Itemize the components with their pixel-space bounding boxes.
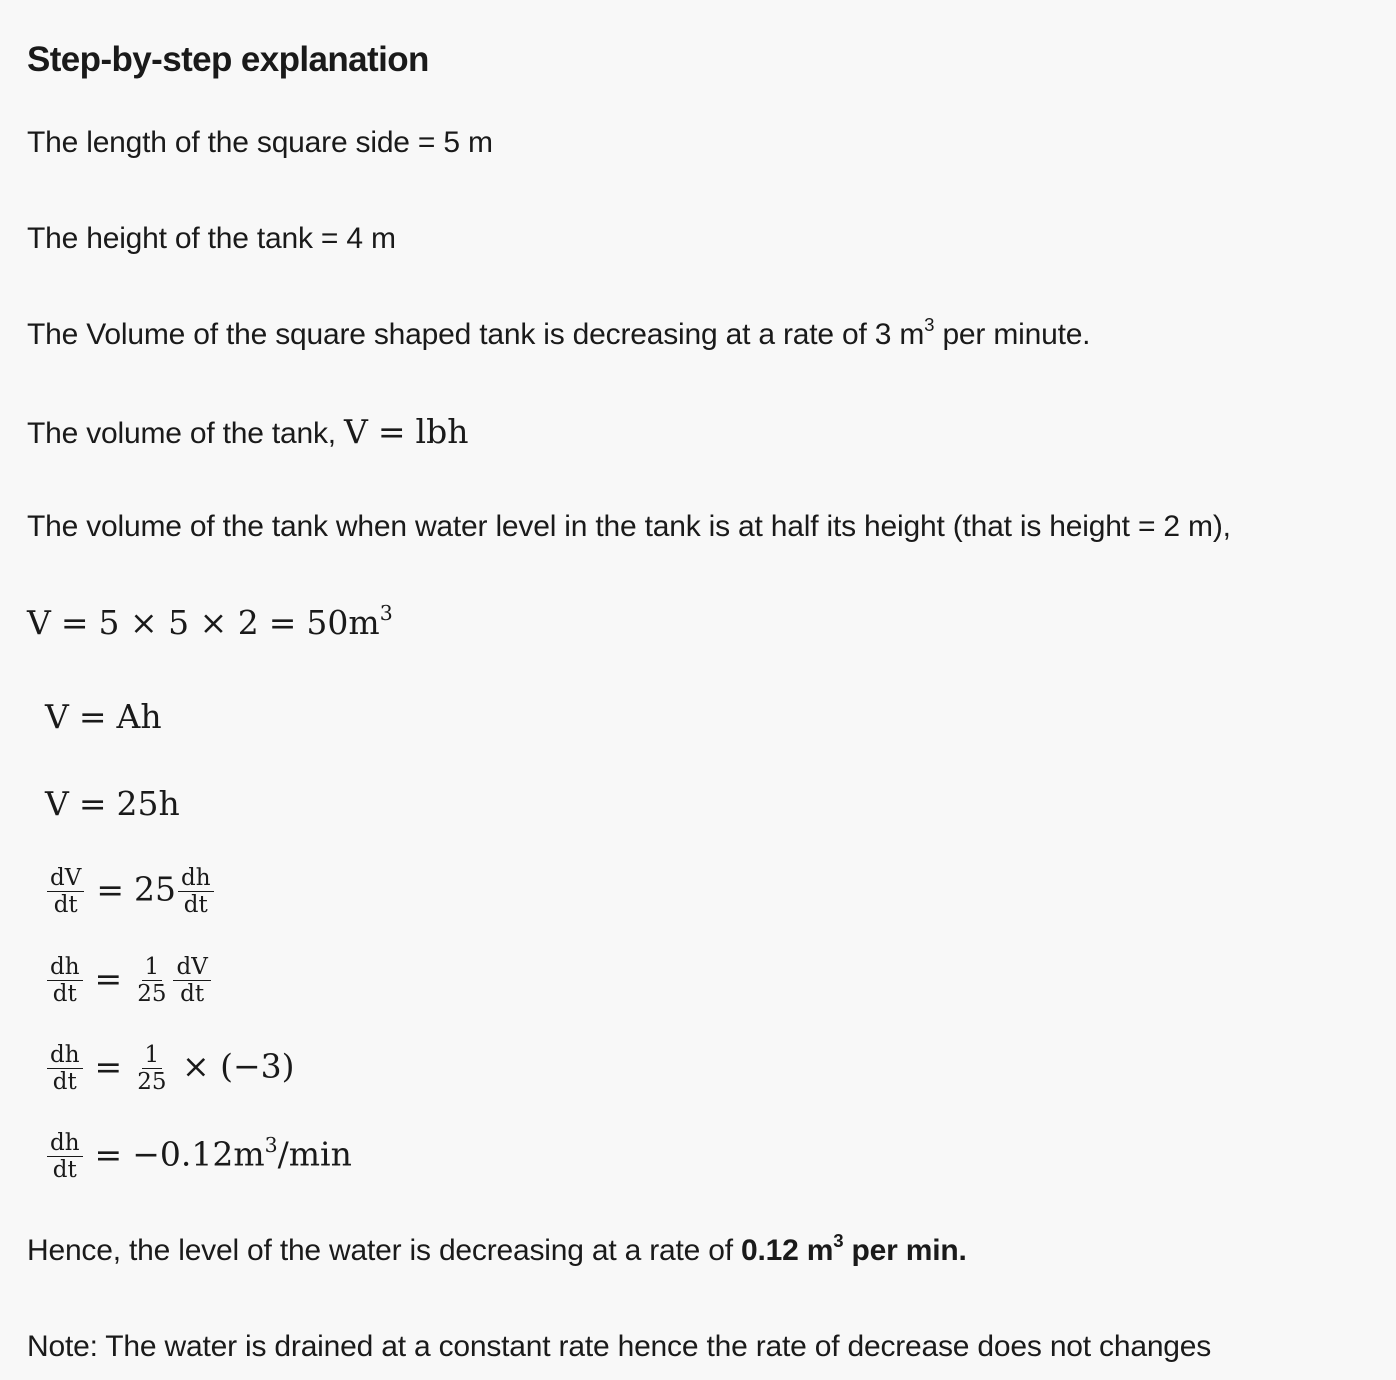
conclusion-text [27,1230,967,1268]
side-length-label: The length of the square side = 5 m [27,126,493,159]
fraction-dh-dt [47,1131,83,1182]
fraction-denominator: dt [52,981,77,1008]
fraction-denominator: dt [183,892,208,919]
equals-sign: = [94,1134,123,1174]
equation-dh-dt-substituted [45,1043,295,1094]
var-v: V [27,603,51,642]
var-v: V [45,784,69,823]
fraction-denominator: dt [52,1157,77,1184]
equation-half-volume [27,600,393,642]
volume-formula-math [344,412,468,451]
fraction-numerator: 1 [142,1043,163,1069]
note-text [27,1330,1211,1364]
equation-dv-dt [45,866,216,917]
fraction-dh-dt [178,866,214,917]
equation-dh-dt-rearranged [45,955,213,1006]
fraction-numerator: 1 [142,955,163,981]
25h-term: 25h [116,784,180,823]
half-volume-value: 50m [306,603,380,642]
coefficient-25: 25 [134,869,176,909]
fraction-numerator: dV [47,866,84,892]
times-negative-three: × (−3) [181,1046,295,1086]
fraction-numerator: dh [47,1131,83,1157]
equation-result [45,1131,352,1182]
equals-sign: = [94,958,123,998]
equals-sign: = [377,412,406,451]
half-height-text [27,510,1231,544]
fraction-numerator: dh [47,955,83,981]
conclusion-prefix: Hence, the level of the water is decreasing at a rate of [27,1234,742,1267]
result-value: −0.12m [132,1134,265,1174]
rate-intro: The Volume of the square shaped tank is decreasing at a rate of 3 m [27,318,925,351]
rate-tail: per minute. [934,318,1091,351]
fraction-dh-dt [47,955,83,1006]
fraction-denominator: dt [53,892,78,919]
cube-exponent: 3 [264,1132,278,1157]
half-volume-expression: 5 × 5 × 2 [98,603,259,642]
equals-sign: = [78,697,107,736]
fraction-denominator: dt [180,981,205,1008]
side-length-text [27,126,493,160]
rate-text [27,314,1091,352]
equals-sign: = [96,869,124,909]
conclusion-exponent: 3 [833,1230,844,1252]
fraction-denominator: 25 [137,981,167,1008]
note-label: Note: The water is drained at a constant rate hence the rate of decrease does not changes [27,1330,1212,1363]
fraction-1-25 [134,955,169,1006]
conclusion-tail: per min. [843,1234,967,1267]
volume-formula-label: The volume of the tank, [27,417,345,450]
page-title [27,40,429,80]
fraction-numerator: dh [178,866,214,892]
equals-sign: = [78,784,107,823]
fraction-numerator: dV [173,955,210,981]
heading-text: Step-by-step explanation [27,40,429,79]
fraction-dv-dt [47,866,84,917]
cube-exponent: 3 [379,600,393,625]
conclusion-value: 0.12 m [741,1234,834,1267]
fraction-dh-dt [47,1043,83,1094]
fraction-1-25 [134,1043,169,1094]
rate-exponent: 3 [924,314,935,336]
equation-v-25h [45,784,180,823]
fraction-dv-dt [173,955,210,1006]
var-v: V [45,697,69,736]
tank-height-label: The height of the tank = 4 m [27,222,396,255]
equals-sign: = [60,603,89,642]
equation-v-ah [45,697,162,736]
fraction-numerator: dh [47,1043,83,1069]
equals-sign: = [268,603,297,642]
half-height-label: The volume of the tank when water level in the tank is at half its height (that is height = 2 m), [27,510,1231,543]
volume-formula-line [27,412,468,451]
fraction-denominator: dt [52,1069,77,1096]
lbh-term: lbh [415,412,469,451]
result-unit: /min [277,1134,352,1174]
fraction-denominator: 25 [137,1069,167,1096]
tank-height-text [27,222,396,256]
equals-sign: = [94,1046,123,1086]
ah-term: Ah [116,697,162,736]
var-v: V [344,412,368,451]
conclusion-bold [741,1230,967,1267]
